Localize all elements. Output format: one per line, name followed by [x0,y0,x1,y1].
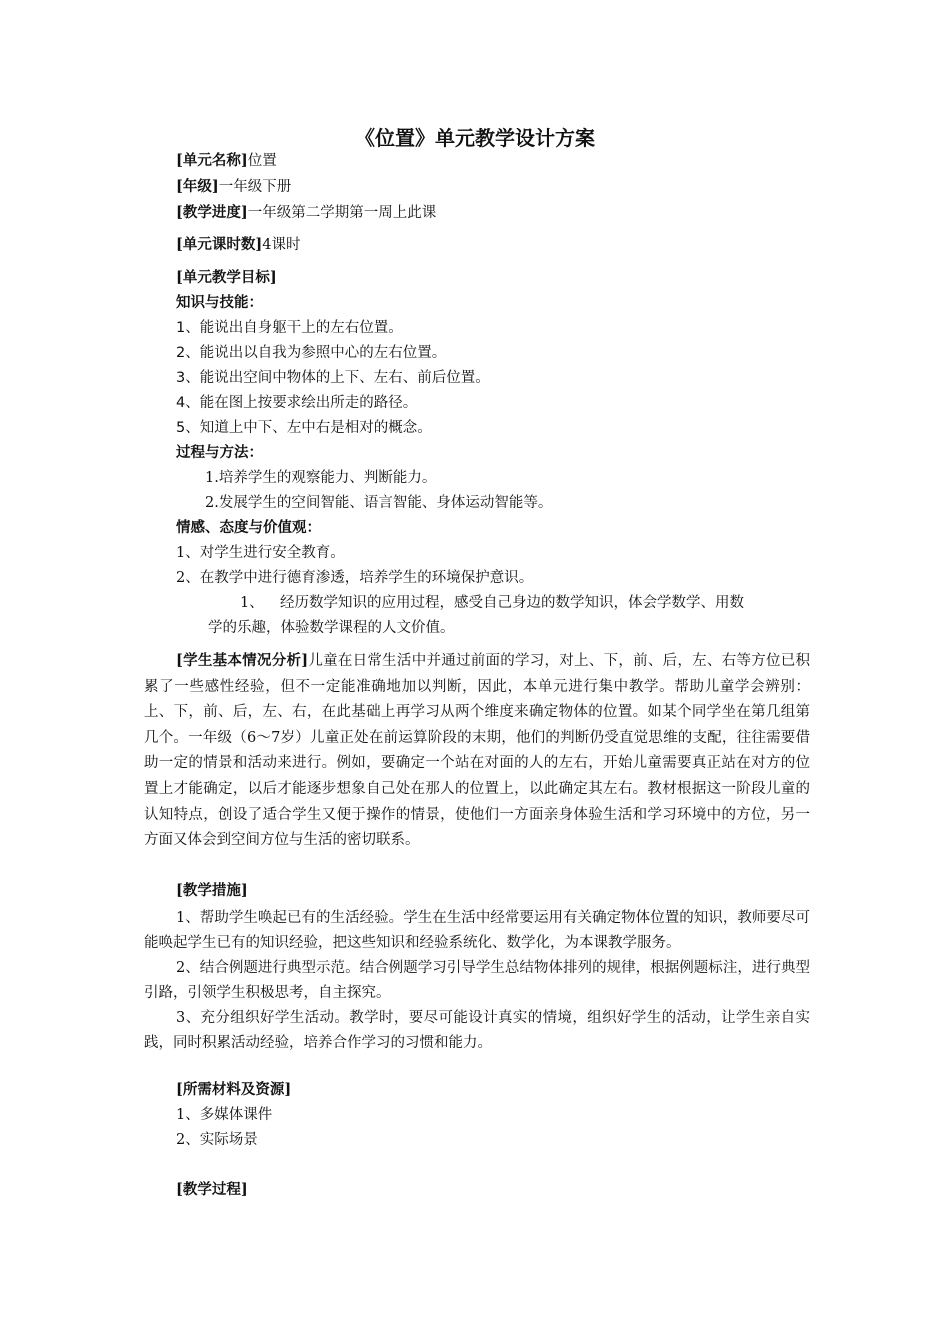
info-schedule [176,203,436,223]
info-label: [教学进度] [176,204,248,221]
info-label: [年级] [176,178,219,195]
attitude-item: 1、对学生进行安全教育。 [176,545,345,561]
info-label: [单元名称] [176,152,248,169]
materials-heading: [所需材料及资源] [176,1081,292,1098]
knowledge-item: 1、能说出自身躯干上的左右位置。 [176,320,403,336]
info-unit-name [176,151,277,171]
measures-item-2: 2、结合例题进行典型示范。结合例题学习引导学生总结物体排列的规律，根据例题标注，进行典型引路，引领学生积极思考，自主探究。 [144,960,810,1001]
materials-item: 1、多媒体课件 [176,1107,273,1123]
info-value: 一年级下册 [218,179,292,195]
analysis-text: 儿童在日常生活中并通过前面的学习，对上、下，前、后，左、右等方位已积累了一些感性经验，但不一定能准确地加以判断，因此，本单元进行集中教学。帮助儿童学会辨别：上、下，前、后，左、右，在此基础上再学习从两个维度来确定物体的位置。如某个同学坐在第几组第几个。一年级（6～7岁）儿童正处在前运算阶段的末期，他们的判断仍受直觉思维的支配，往往需要借助一定的情景和活动来进行。例如，要确定一个站在对面的人的左右，开始儿童需要真正站在对方的位置上才能确定，以后才能逐步想象自己处在那人的位置上，以此确定其左右。教材根据这一阶段儿童的认知特点，创设了适合学生又便于操作的情景，使他们一方面亲身体验生活和学习环境中的方位，另一方面又体会到空间方位与生活的密切联系。 [144,653,810,849]
knowledge-heading: 知识与技能： [176,295,263,311]
attitude-numbered-line2: 学的乐趣，体验数学课程的人文价值。 [208,620,455,636]
attitude-numbered-line1: 经历数学知识的应用过程，感受自己身边的数学知识，体会学数学、用数 [280,595,744,611]
process-item: 1.培养学生的观察能力、判断能力。 [205,470,437,486]
info-grade [176,177,291,197]
info-label: [单元课时数] [176,236,263,253]
attitude-item: 2、在教学中进行德育渗透，培养学生的环境保护意识。 [176,570,534,586]
measures-item-1: 1、帮助学生唤起已有的生活经验。学生在生活中经常要运用有关确定物体位置的知识，教师要尽可能唤起学生已有的知识经验，把这些知识和经验系统化、数学化，为本课教学服务。 [144,910,810,951]
info-value: 4课时 [262,237,301,253]
materials-item: 2、实际场景 [176,1132,258,1148]
attitude-numbered-num: 1、 [240,595,264,611]
knowledge-item: 5、知道上中下、左中右是相对的概念。 [176,420,432,436]
info-value: 位置 [247,153,277,169]
student-analysis [144,648,810,854]
teaching-process-heading: [教学过程] [176,1181,248,1198]
measures-heading: [教学措施] [176,882,248,899]
info-periods [176,235,300,255]
knowledge-item: 3、能说出空间中物体的上下、左右、前后位置。 [176,370,490,386]
document-title: 《位置》单元教学设计方案 [355,126,595,150]
goals-heading: [单元教学目标] [176,269,277,286]
measures-item-3: 3、充分组织好学生活动。教学时，要尽可能设计真实的情境，组织好学生的活动，让学生亲自实践，同时积累活动经验，培养合作学习的习惯和能力。 [144,1010,810,1051]
process-heading: 过程与方法： [176,445,263,461]
info-value: 一年级第二学期第一周上此课 [247,205,437,221]
attitude-heading: 情感、态度与价值观： [176,520,321,536]
knowledge-item: 4、能在图上按要求绘出所走的路径。 [176,395,418,411]
process-item: 2.发展学生的空间智能、语言智能、身体运动智能等。 [205,495,553,511]
analysis-label: [学生基本情况分析] [176,652,309,669]
knowledge-item: 2、能说出以自我为参照中心的左右位置。 [176,345,447,361]
